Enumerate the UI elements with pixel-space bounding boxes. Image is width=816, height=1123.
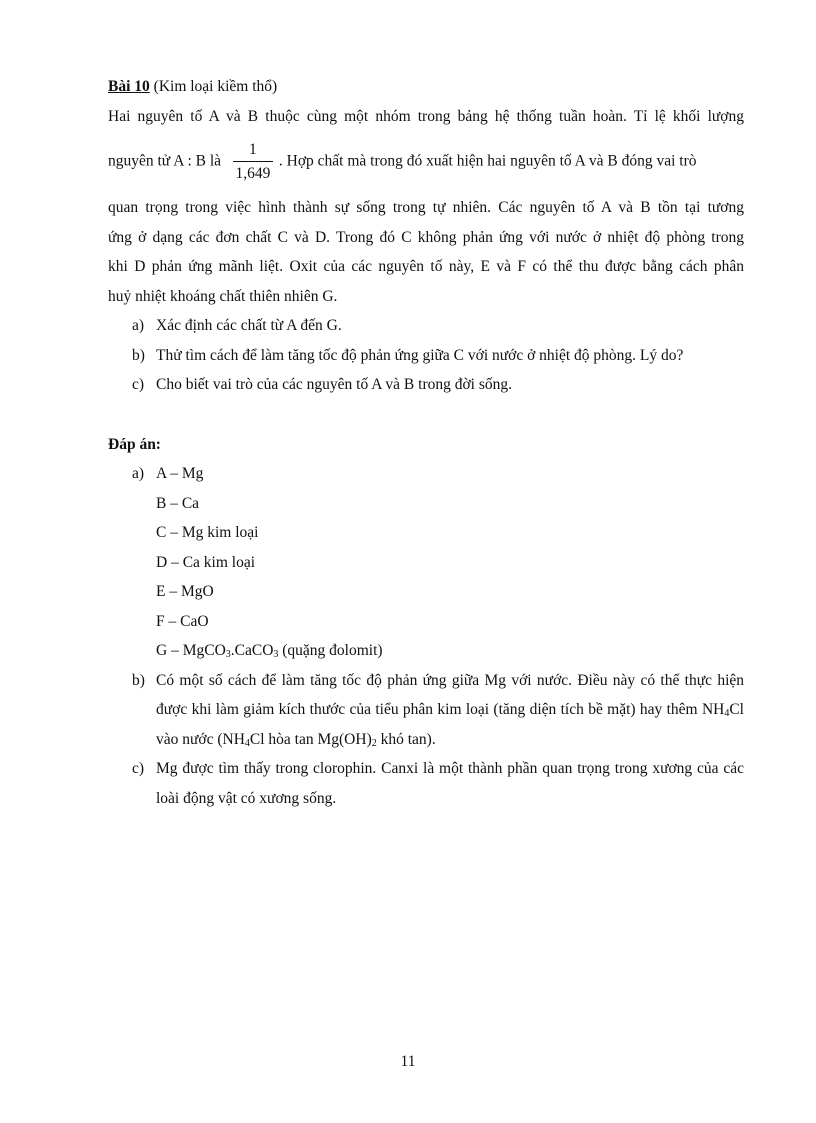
ratio-numerator: 1 — [233, 141, 273, 162]
answer-item-c — [108, 754, 744, 813]
answer-item-a — [108, 459, 744, 666]
answer-c-text: Mg được tìm thấy trong clorophin. Canxi là một thành phần quan trọng trong xương của các loài động vật có xương sống. — [156, 760, 744, 807]
answer-b-sub-3: 2 — [371, 737, 377, 749]
question-marker: c) — [132, 376, 145, 393]
answer-a-line: D – Ca kim loại — [156, 553, 256, 571]
answer-a-line: B – Ca — [156, 494, 200, 512]
problem-line-5: khi D phản ứng mãnh liệt. Oxit của các nguyên tố này, E và F có thể thu được bằng cách phân — [108, 258, 744, 275]
page-number: 11 — [400, 1053, 416, 1070]
answer-list — [108, 459, 744, 813]
ratio-prefix-wrap — [108, 141, 697, 183]
answer-item-b — [108, 666, 744, 755]
problem-line-4: ứng ở dạng các đơn chất C và D. Trong đó C không phản ứng với nước ở nhiệt độ phòng trong — [108, 228, 744, 246]
answer-a-line: A – Mg — [156, 465, 204, 482]
question-list — [108, 311, 744, 400]
g-sub-1: 3 — [225, 649, 231, 660]
g-mid: .CaCO — [230, 642, 274, 659]
question-marker: a) — [132, 317, 145, 334]
answer-a-line: F – CaO — [156, 612, 209, 630]
answer-a-line: C – Mg kim loại — [156, 524, 259, 541]
problem-ratio-line — [108, 131, 744, 193]
question-item — [108, 341, 744, 371]
question-text: Xác định các chất từ A đến G. — [156, 317, 342, 334]
answer-b-sub-1: 4 — [724, 708, 730, 719]
question-text: Thử tìm cách để làm tăng tốc độ phản ứng giữa C với nước ở nhiệt độ phòng. Lý do? — [156, 346, 684, 364]
ratio-fraction — [233, 141, 273, 183]
ratio-denominator: 1,649 — [235, 165, 271, 182]
question-item — [108, 370, 744, 400]
question-marker: b) — [132, 346, 145, 364]
answer-marker: a) — [132, 465, 145, 482]
g-suffix: (quặng đolomit) — [278, 642, 383, 659]
answer-a-line: E – MgO — [156, 583, 214, 600]
answer-b-text-1: Có một số cách để làm tăng tốc độ phản ứng giữa Mg với nước. Điều này có thể thực hiện được khi làm giảm kích thước của tiểu phân kim loại (tăng diện tích bề mặt) hay thêm NH — [156, 671, 744, 718]
answer-b-text-2: Cl vào nước (NH — [156, 701, 744, 748]
answer-a-line-g — [156, 636, 744, 666]
g-prefix: G – MgCO — [156, 642, 226, 659]
problem-line-3: quan trọng trong việc hình thành sự sống trong tự nhiên. Các nguyên tố A và B tồn tại tương — [108, 199, 744, 216]
ratio-prefix: nguyên tử A : B là — [108, 152, 222, 170]
answer-heading: Đáp án: — [108, 435, 161, 453]
document-body — [108, 72, 744, 813]
g-sub-2: 3 — [273, 649, 279, 660]
problem-title-rest: (Kim loại kiềm thổ) — [149, 78, 278, 95]
question-item — [108, 311, 744, 341]
answer-b-text-3: Cl hòa tan Mg(OH) — [249, 730, 372, 748]
ratio-suffix: . Hợp chất mà trong đó xuất hiện hai nguyên tố A và B đóng vai trò — [278, 152, 697, 170]
answer-marker: b) — [132, 671, 145, 689]
problem-title-bold: Bài 10 — [108, 78, 150, 95]
problem-line-6: huỷ nhiệt khoáng chất thiên nhiên G. — [108, 287, 338, 305]
question-text: Cho biết vai trò của các nguyên tố A và B trong đời sống. — [156, 376, 513, 393]
problem-title — [108, 72, 744, 102]
answer-b-sub-2: 4 — [244, 737, 250, 749]
answer-marker: c) — [132, 760, 145, 777]
problem-intro-line-1: Hai nguyên tố A và B thuộc cùng một nhóm trong bảng hệ thống tuần hoàn. Tỉ lệ khối lượng — [108, 107, 744, 125]
answer-b-text-4: khó tan). — [376, 730, 436, 748]
